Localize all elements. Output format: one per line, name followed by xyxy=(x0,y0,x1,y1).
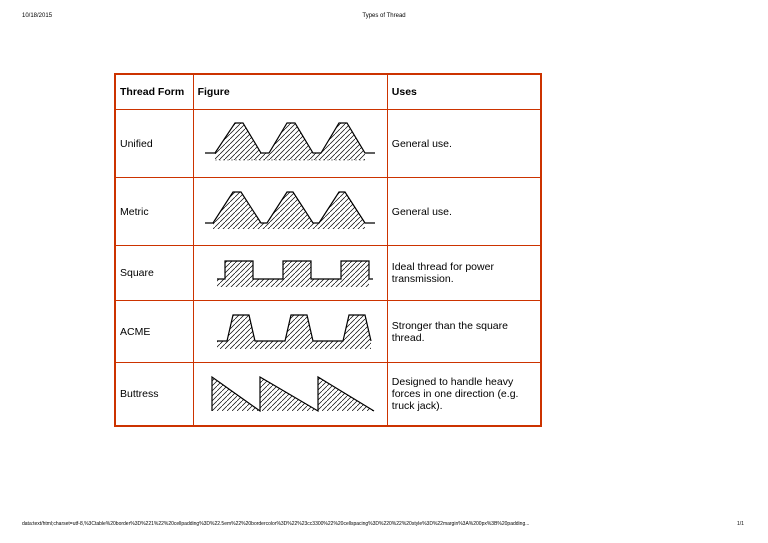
print-date: 10/18/2015 xyxy=(22,13,53,19)
page-title: Types of Thread xyxy=(362,13,406,19)
uses-cell: General use. xyxy=(387,110,541,178)
uses-cell: General use. xyxy=(387,178,541,246)
thread-types-table xyxy=(114,73,542,427)
buttress-thread-profile-icon xyxy=(202,371,378,417)
table-row xyxy=(115,301,541,363)
table-row xyxy=(115,110,541,178)
table-header-row xyxy=(115,74,541,110)
thread-form-cell: Buttress xyxy=(115,363,193,426)
unified-thread-profile-icon xyxy=(205,119,375,169)
column-header-uses: Uses xyxy=(387,74,541,110)
table-row xyxy=(115,178,541,246)
uses-cell: Ideal thread for power transmission. xyxy=(387,246,541,301)
footer-url: data:text/html;charset=utf-8,%3Ctable%20border%3D%221%22%20cellpadding%3D%22.5em%22%20bordercolor%3D%22%23cc3300%22%20cellspacing%3D%220%22%20style%3D%22margin%3A%200px%3B%20padding... xyxy=(22,521,530,527)
column-header-figure: Figure xyxy=(193,74,387,110)
square-thread-profile-icon xyxy=(205,253,375,293)
column-header-thread-form: Thread Form xyxy=(115,74,193,110)
table-row xyxy=(115,363,541,426)
page-number: 1/1 xyxy=(737,521,744,527)
acme-thread-profile-icon xyxy=(205,309,375,355)
table-row xyxy=(115,246,541,301)
metric-thread-profile-icon xyxy=(205,187,375,237)
thread-form-cell: ACME xyxy=(115,301,193,363)
thread-form-cell: Square xyxy=(115,246,193,301)
uses-cell: Stronger than the square thread. xyxy=(387,301,541,363)
thread-form-cell: Unified xyxy=(115,110,193,178)
thread-form-cell: Metric xyxy=(115,178,193,246)
uses-cell: Designed to handle heavy forces in one direction (e.g. truck jack). xyxy=(387,363,541,426)
